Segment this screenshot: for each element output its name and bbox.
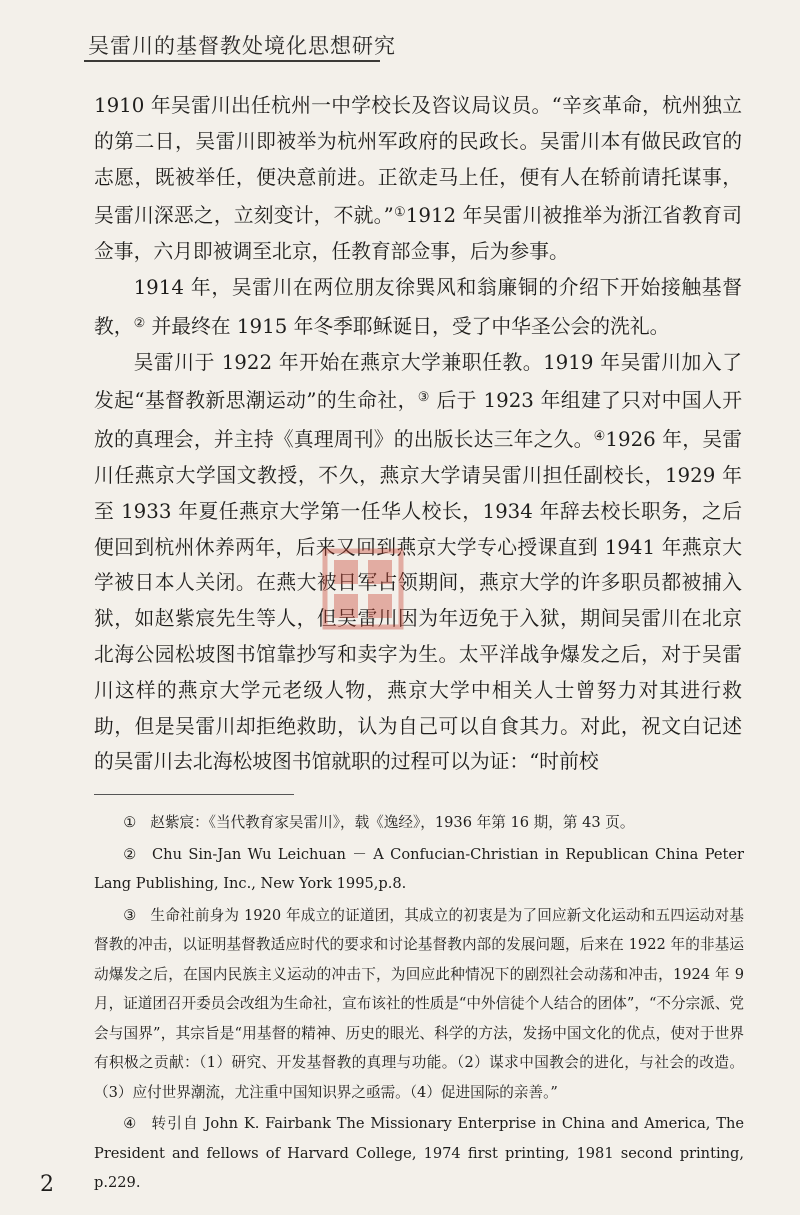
paragraph-3: [94, 345, 742, 781]
footnote-4: [94, 1109, 744, 1198]
library-stamp-icon: [322, 548, 404, 630]
footnote-text: 转引自 John K. Fairbank The Missionary Enterprise in China and America, The President and fellows of Harvard College, 1974 first printing, 1981 second printing, p.229.: [94, 1115, 744, 1191]
footnote-ref-3[interactable]: ③: [417, 390, 430, 406]
footnote-text: 赵紫宸：《当代教育家吴雷川》，载《逸经》，1936 年第 16 期，第 43 页。: [150, 814, 635, 831]
body-text: [94, 88, 742, 780]
footnote-ref-1[interactable]: ①: [393, 205, 406, 221]
footnote-1: [94, 808, 744, 838]
footnote-number: ④: [123, 1115, 138, 1132]
footnote-number: ①: [123, 814, 137, 831]
paragraph-2-text-cont: 并最终在 1915 年冬季耶稣诞日，受了中华圣公会的洗礼。: [145, 314, 670, 338]
footnote-ref-4[interactable]: ④: [593, 429, 606, 445]
paragraph-1-text: 1910 年吴雷川出任杭州一中学校长及咨议局议员。“辛亥革命，杭州独立的第二日，吴雷川即被举为杭州军政府的民政长。吴雷川本有做民政官的志愿，既被举任，便决意前进。正欲走马上任，便有人在轿前请托谋事，吴雷川深恶之，立刻变计，不就。”: [94, 94, 742, 228]
footnote-number: ③: [123, 906, 137, 924]
running-header: 吴雷川的基督教处境化思想研究: [88, 34, 396, 58]
paragraph-1: [94, 88, 742, 270]
footnote-text: Chu Sin-Jan Wu Leichuan － A Confucian-Christian in Republican China Peter Lang Publishing, Inc., New York 1995,p.8.: [94, 845, 744, 892]
paragraph-1-text-cont: 1912 年吴雷川被推举为浙江省教育司佥事，六月即被调至北京，任教育部佥事，后为参事。: [94, 204, 742, 264]
footnote-rule: [94, 794, 294, 795]
footnotes: [94, 808, 744, 1200]
footnote-ref-2[interactable]: ②: [133, 315, 146, 331]
header-rule: [84, 60, 380, 62]
footnote-text: 生命社前身为 1920 年成立的证道团，其成立的初衷是为了回应新文化运动和五四运动对基督教的冲击，以证明基督教适应时代的要求和讨论基督教内部的发展问题，后来在 1922 年的非基运动爆发之后，在国内民族主义运动的冲击下，为回应此种情况下的剧烈社会动荡和冲击，1924 年 9 月，证道团召开委员会改组为生命社，宣布该社的性质是“中外信徒个人结合的团体”，“不分宗派、党会与国界”，其宗旨是“用基督的精神、历史的眼光、科学的方法，发扬中国文化的优点，使对于世界有积极之贡献：（1）研究、开发基督教的真理与功能。（2）谋求中国教会的进化，与社会的改造。（3）应付世界潮流，尤注重中国知识界之亟需。（4）促进国际的亲善。”: [94, 906, 744, 1101]
paragraph-3-text-cont: 1926 年，吴雷川任燕京大学国文教授，不久，燕京大学请吴雷川担任副校长，1929 年至 1933 年夏任燕京大学第一任华人校长，1934 年辞去校长职务，之后便回到杭州休养两年，后来又回到燕京大学专心授课直到 1941 年燕京大学被日本人关闭。在燕大被日军占领期间，燕京大学的许多职员都被捕入狱，如赵紫宸先生等人，但吴雷川因为年迈免于入狱，期间吴雷川在北京北海公园松坡图书馆靠抄写和卖字为生。太平洋战争爆发之后，对于吴雷川这样的燕京大学元老级人物，燕京大学中相关人士曾努力对其进行救助，但是吴雷川却拒绝救助，认为自己可以自食其力。对此，祝文白记述的吴雷川去北海松坡图书馆就职的过程可以为证：“时前校: [94, 428, 742, 774]
paragraph-3-text: 吴雷川于 1922 年开始在燕京大学兼职任教。1919 年吴雷川加入了发起“基督教新思潮运动”的生命社，: [94, 350, 742, 413]
footnote-number: ②: [123, 845, 139, 863]
paragraph-3-text-mid: 后于 1923 年组建了只对中国人开放的真理会，并主持《真理周刊》的出版长达三年之久。: [94, 389, 742, 452]
page-number: 2: [40, 1172, 54, 1197]
footnote-3: [94, 901, 744, 1108]
paragraph-2: [94, 270, 742, 345]
paragraph-2-text: 1914 年，吴雷川在两位朋友徐巽风和翁廉铜的介绍下开始接触基督教，: [94, 275, 742, 338]
footnote-2: [94, 840, 744, 899]
